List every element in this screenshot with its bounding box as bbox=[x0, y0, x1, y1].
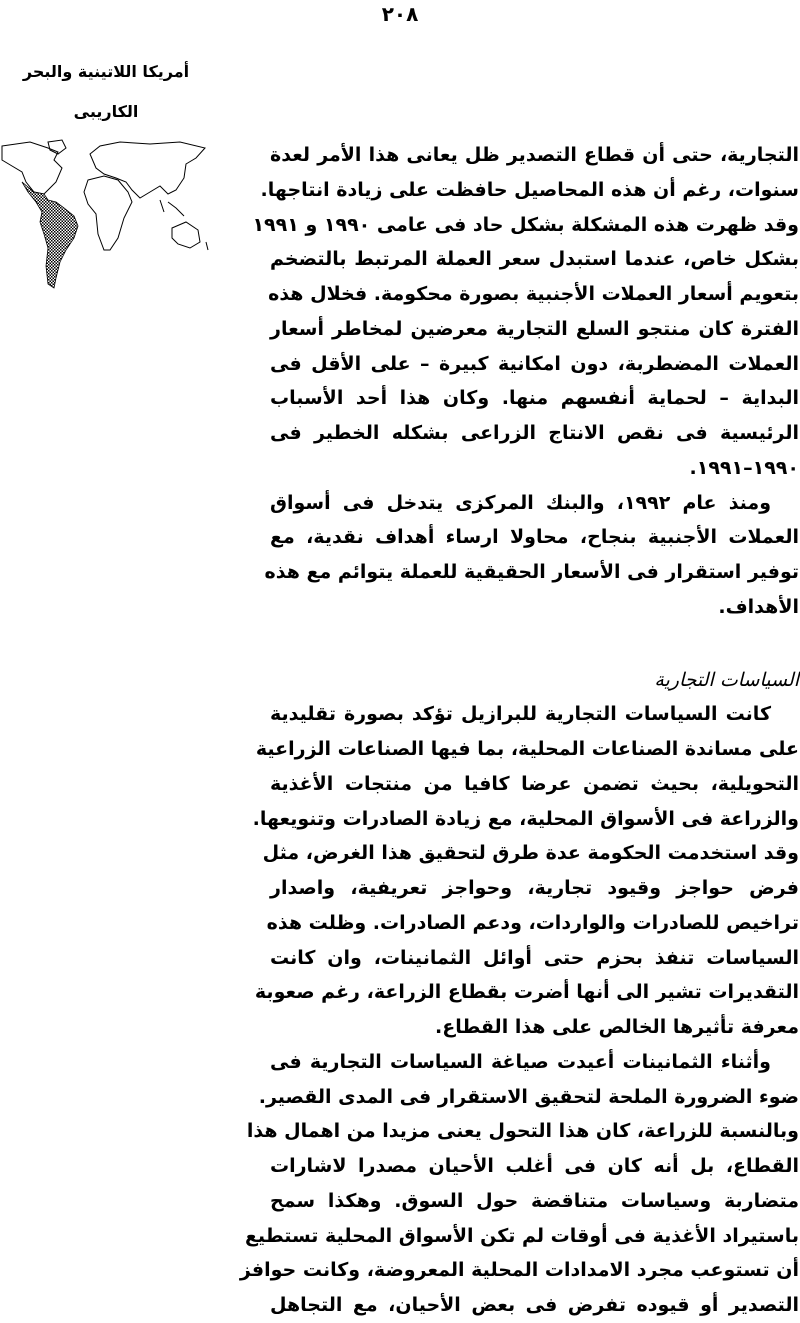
text-line: التحويلية، بحيث تضمن عرضا كافيا من منتجات الأغذية bbox=[270, 772, 799, 795]
paragraph-1 bbox=[252, 138, 799, 486]
text-line: وقد ظهرت هذه المشكلة بشكل حاد فى عامى ١٩٩٠ و ١٩٩١ bbox=[252, 213, 799, 236]
text-line: السياسات تنفذ بحزم حتى أوائل الثمانينات، وان كانت bbox=[270, 946, 799, 969]
section-heading: السياسات التجارية bbox=[654, 668, 799, 691]
text-line: على مساندة الصناعات المحلية، بما فيها الصناعات الزراعية bbox=[255, 738, 799, 760]
text-line: الأهداف. bbox=[718, 595, 799, 618]
text-line: التقديرات تشير الى أنها أضرت بقطاع الزراعة، رغم صعوبة bbox=[254, 981, 799, 1004]
paragraph-4 bbox=[239, 1045, 799, 1323]
australia-shape bbox=[172, 222, 200, 248]
text-line: كانت السياسات التجارية للبرازيل تؤكد بصورة تقليدية bbox=[270, 703, 771, 726]
world-map-icon bbox=[0, 138, 215, 303]
text-line: وبالنسبة للزراعة، كان هذا التحول يعنى مزيدا من اهمال هذا bbox=[246, 1120, 799, 1143]
text-line: ضوء الضرورة الملحة لتحقيق الاستقرار فى المدى القصير. bbox=[258, 1085, 799, 1108]
paragraph-2 bbox=[264, 486, 799, 625]
north-america-shape bbox=[2, 142, 62, 194]
text-line: ١٩٩٠–١٩٩١. bbox=[689, 456, 799, 479]
text-line: سنوات، رغم أن هذه المحاصيل حافظت على زيادة انتاجها. bbox=[260, 178, 799, 201]
text-line: البداية – لحماية أنفسهم منها. وكان هذا أحد الأسباب bbox=[270, 387, 799, 410]
text-line: وقد استخدمت الحكومة عدة طرق لتحقيق هذا الغرض، مثل bbox=[262, 842, 799, 865]
text-line: ومنذ عام ١٩٩٢، والبنك المركزى يتدخل فى أسواق bbox=[270, 491, 772, 514]
text-line: فرض حواجز وقيود تجارية، وحواجز تعريفية، واصدار bbox=[270, 877, 799, 899]
text-line: متضاربة وسياسات متناقضة حول السوق. وهكذا سمح bbox=[270, 1189, 799, 1212]
paragraph-gap bbox=[270, 625, 799, 663]
text-line: تراخيص للصادرات والواردات، ودعم الصادرات. وظلت هذه bbox=[266, 911, 799, 934]
main-text-column bbox=[239, 138, 799, 1323]
text-line: بشكل خاص، عندما استبدل سعر العملة المرتبط بالتضخم bbox=[270, 248, 799, 271]
text-line: العملات المضطربة، دون امكانية كبيرة – على الأقل فى bbox=[270, 352, 799, 375]
eurasia-shape bbox=[90, 142, 205, 198]
text-line: التجارية، حتى أن قطاع التصدير ظل يعانى هذا الأمر لعدة bbox=[270, 144, 799, 166]
paragraph-3 bbox=[252, 697, 799, 1045]
text-line: التصدير أو قيوده تفرض فى بعض الأحيان، مع التجاهل bbox=[270, 1294, 799, 1316]
text-line: توفير استقرار فى الأسعار الحقيقية للعملة يتوائم مع هذه bbox=[264, 561, 799, 583]
text-line: العملات الأجنبية بنجاح، محاولا ارساء أهداف نقدية، مع bbox=[270, 526, 799, 549]
latin-america-highlight bbox=[22, 182, 78, 288]
text-line: أن تستوعب مجرد الامدادات المحلية المعروضة، وكانت حوافز bbox=[239, 1259, 799, 1282]
page-number: ٢٠٨ bbox=[381, 2, 419, 26]
text-line: الفترة كان منتجو السلع التجارية معرضين لمخاطر أسعار bbox=[270, 317, 799, 340]
text-line: القطاع، بل أنه كان فى أغلب الأحيان مصدرا لاشارات bbox=[270, 1155, 799, 1177]
text-line: والزراعة فى الأسواق المحلية، مع زيادة الصادرات وتنويعها. bbox=[252, 807, 799, 830]
sidebar-title-line1: أمريكا اللاتينية والبحر bbox=[22, 62, 190, 81]
islands-shape bbox=[160, 200, 208, 250]
text-line: باستيراد الأغذية فى أوقات لم تكن الأسواق المحلية تستطيع bbox=[244, 1224, 799, 1247]
sidebar-title-line2: الكاريبى bbox=[73, 102, 139, 121]
africa-shape bbox=[84, 176, 132, 250]
text-line: بتعويم أسعار العملات الأجنبية بصورة محكومة. فخلال هذه bbox=[268, 283, 799, 305]
text-line: معرفة تأثيرها الخالص على هذا القطاع. bbox=[435, 1016, 799, 1038]
text-line: وأثناء الثمانينات أعيدت صياغة السياسات التجارية فى bbox=[270, 1050, 771, 1073]
text-line: الرئيسية فى نقص الانتاج الزراعى بشكله الخطير فى bbox=[270, 422, 799, 444]
